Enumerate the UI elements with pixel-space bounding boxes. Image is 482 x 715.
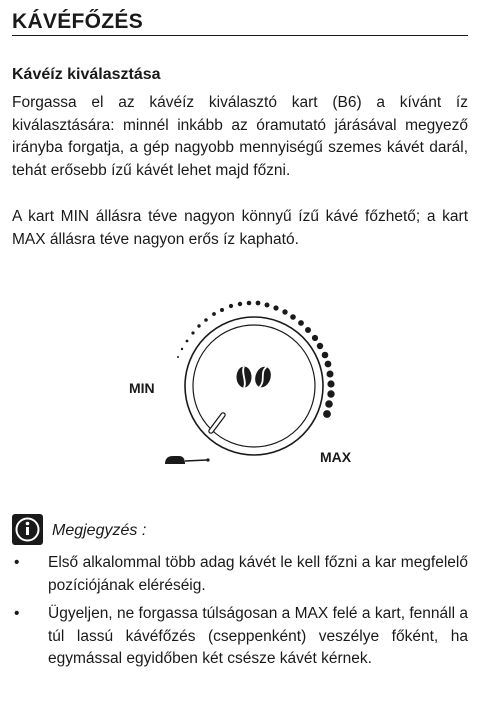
- paragraph-min-max: A kart MIN állásra téve nagyon könnyű ízű kávé főzhető; a kart MAX állásra téve nagyon erős íz kapható.: [12, 208, 468, 248]
- taste-dial-illustration: [127, 280, 357, 480]
- note-item-text: Első alkalommal több adag kávét le kell főzni a kar megfelelő pozíciójának eléréséig.: [48, 554, 468, 594]
- dial-knob: [185, 317, 323, 455]
- subsection-title: Kávéíz kiválasztása: [12, 66, 161, 83]
- manual-page: [12, 0, 470, 715]
- note-item-text: Ügyeljen, ne forgassa túlságosan a MAX felé a kart, fennáll a túl lassú kávéfőzés (cseppenként) veszélye főként, ha egymással egyidőben két csésze kávét kérnek.: [48, 605, 468, 667]
- measuring-scoop-icon: [165, 456, 210, 464]
- dial-min-label: MIN: [129, 380, 155, 396]
- paragraph-taste-selection: Forgassa el az kávéíz kiválasztó kart (B6) a kívánt íz kiválasztására: minnél inkább az óramutató járásával megyező irányba forgatja, a gép nagyobb mennyiségű szemes kávét darál, tehát erősebb ízű kávét lehet majd főzni.: [12, 94, 468, 179]
- title-underline: [12, 35, 468, 36]
- note-label: Megjegyzés :: [52, 522, 147, 539]
- list-item: [12, 552, 468, 597]
- dial-max-label: MAX: [320, 449, 352, 465]
- section-title: KÁVÉFŐZÉS: [12, 10, 144, 33]
- list-item: [12, 603, 468, 671]
- info-icon: [12, 514, 43, 545]
- note-list: [12, 552, 468, 677]
- bullet-marker: •: [14, 605, 20, 622]
- bullet-marker: •: [14, 554, 20, 571]
